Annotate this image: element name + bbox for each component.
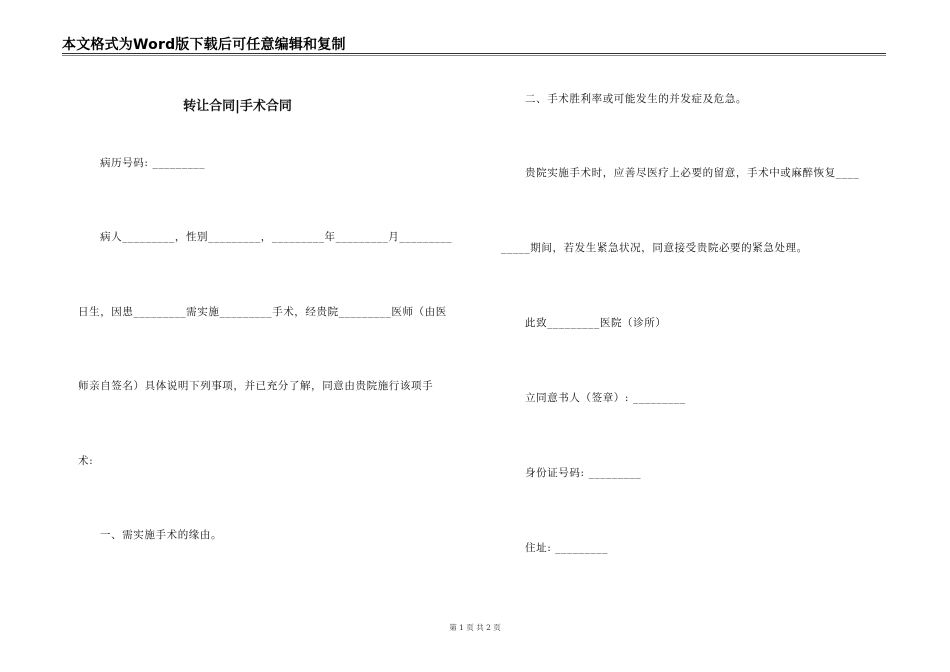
page-header: 本文格式为Word版下载后可任意编辑和复制	[62, 37, 346, 53]
right-line-care-statement: 贵院实施手术时，应善尽医疗上必要的留意，手术中或麻醉恢复____	[525, 167, 860, 179]
right-line-section-two: 二、手术胜利率或可能发生的并发症及危急。	[525, 93, 747, 105]
right-line-emergency: _____期间，若发生紧急状况，同意接受贵院必要的紧急处理。	[501, 242, 808, 254]
left-line-record-number: 病历号码: _________	[100, 157, 206, 169]
right-line-hospital: 此致_________医院（诊所）	[525, 317, 667, 329]
left-line-patient-info: 病人_________，性别_________，_________年_________月_________	[100, 231, 453, 243]
right-line-id-number: 身份证号码: _________	[525, 467, 642, 479]
left-line-diagnosis: 日生，因患_________需实施_________手术，经贵院_________医师（由医	[78, 306, 447, 318]
header-rule-thin	[62, 55, 886, 56]
left-line-surgery: 术:	[78, 455, 94, 467]
header-rule	[62, 53, 886, 54]
right-line-signer: 立同意书人（签章）: _________	[525, 392, 686, 404]
right-line-address: 住址: _________	[525, 542, 608, 554]
page-number: 第 1 页 共 2 页	[449, 623, 501, 632]
left-line-section-one: 一、需实施手术的缘由。	[100, 529, 223, 541]
left-line-explanation: 师亲自签名）具体说明下列事项，并已充分了解，同意由贵院施行该项手	[78, 380, 434, 392]
document-title: 转让合同|手术合同	[183, 99, 292, 114]
